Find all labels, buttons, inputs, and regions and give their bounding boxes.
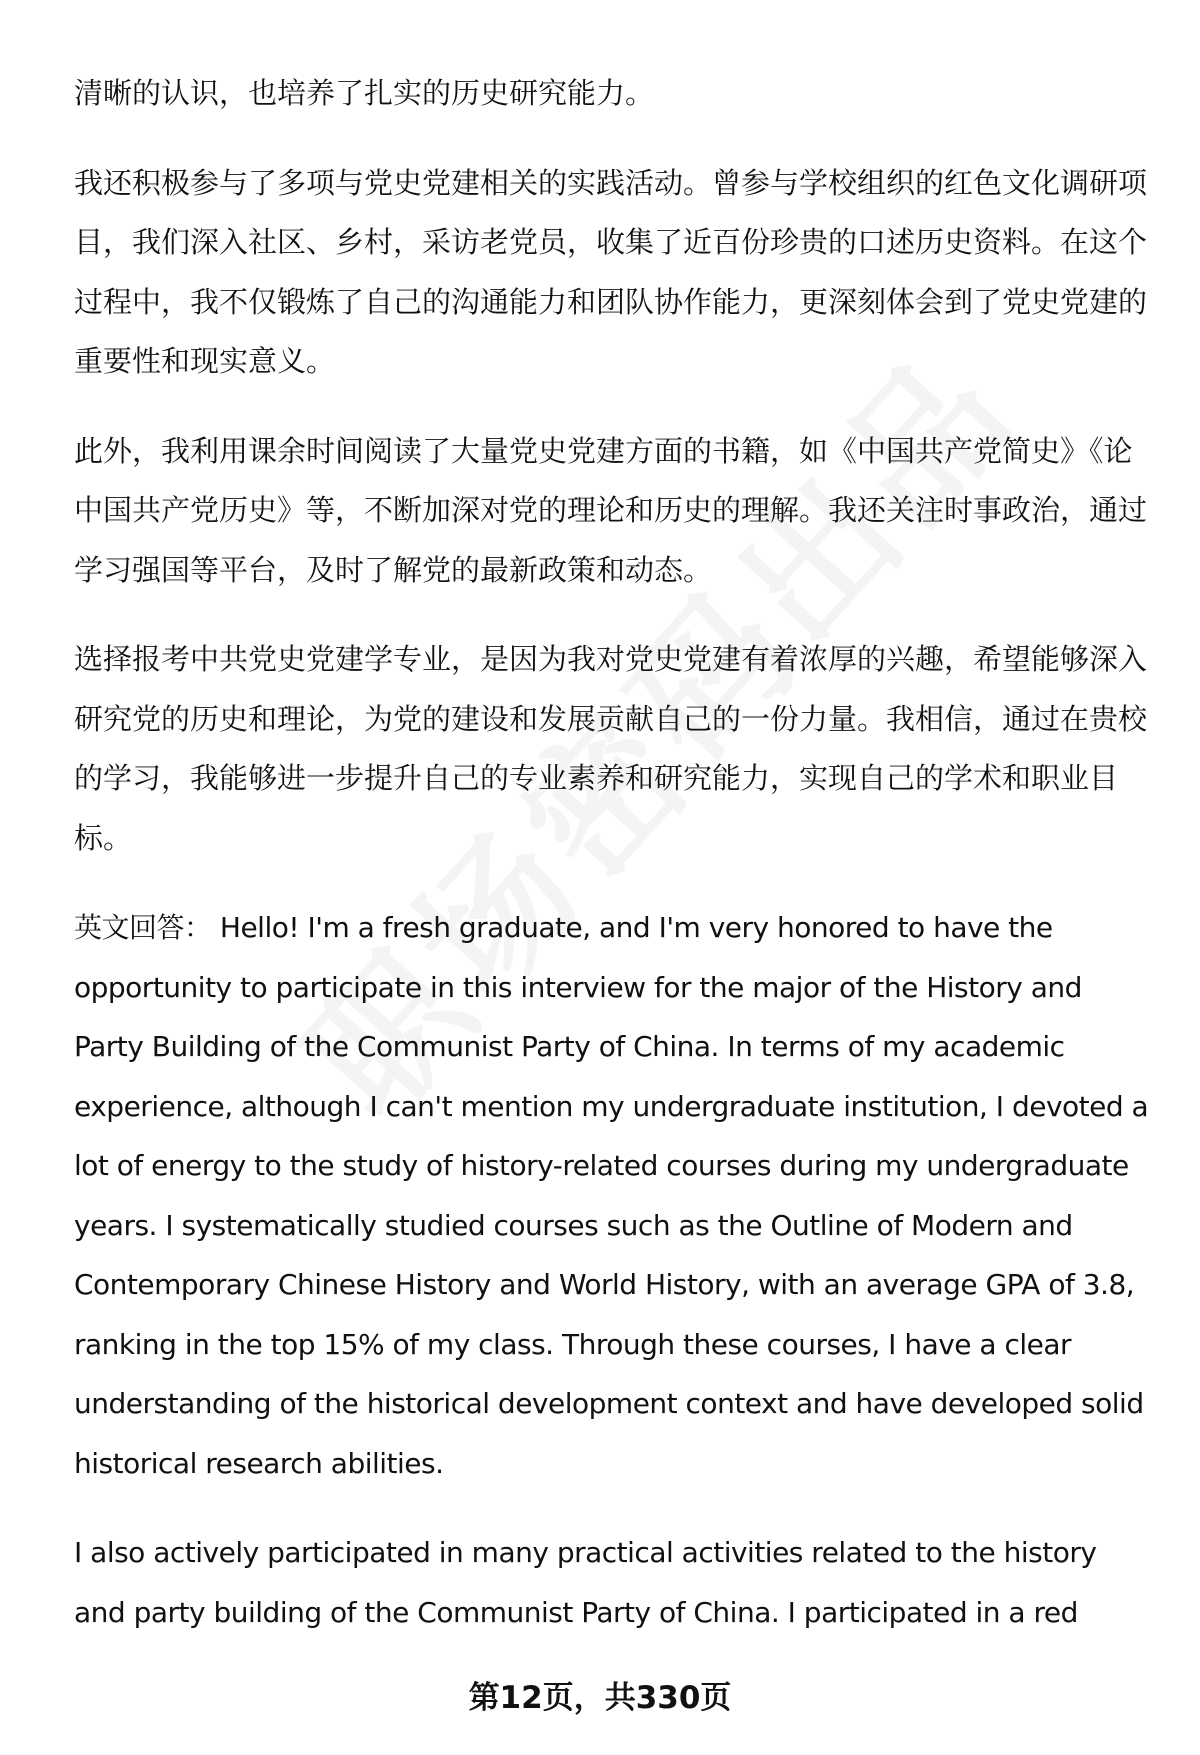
paragraph-5-english-answer: 英文回答： Hello! I'm a fresh graduate, and I'm very honored to have the opportunity to participate in this interview for the major of the History and Party Building of the Communist Party of China. In terms of my academic experience, although I can't mention my undergraduate institution, I devoted a lot of energy to the study of history-related courses during my undergraduate years. I systematically studied courses such as the Outline of Modern and Contemporary Chinese History and World History, with an average GPA of 3.8, ranking in the top 15% of my class. Through these courses, I have a clear understanding of the historical development context and have developed solid historical research abilities.: [74, 911, 1149, 1480]
page-number-footer: 第12页，共330页: [468, 1680, 732, 1716]
paragraph-1: 清晰的认识，也培养了扎实的历史研究能力。: [74, 76, 655, 110]
paragraph-2: 我还积极参与了多项与党史党建相关的实践活动。曾参与学校组织的红色文化调研项目，我们深入社区、乡村，采访老党员，收集了近百份珍贵的口述历史资料。在这个过程中，我不仅锻炼了自己的沟通能力和团队协作能力，更深刻体会到了党史党建的重要性和现实意义。: [74, 165, 1148, 378]
paragraph-4: 选择报考中共党史党建学专业，是因为我对党史党建有着浓厚的兴趣，希望能够深入研究党的历史和理论，为党的建设和发展贡献自己的一份力量。我相信，通过在贵校的学习，我能够进一步提升自己的专业素养和研究能力，实现自己的学术和职业目标。: [74, 642, 1148, 855]
paragraph-6: I also actively participated in many practical activities related to the history and party building of the Communist Party of China. I participated in a red: [74, 1536, 1097, 1629]
paragraph-3: 此外，我利用课余时间阅读了大量党史党建方面的书籍，如《中国共产党简史》《论中国共产党历史》等，不断加深对党的理论和历史的理解。我还关注时事政治，通过学习强国等平台，及时了解党的最新政策和动态。: [74, 433, 1148, 587]
document-body: [74, 64, 1154, 1672]
